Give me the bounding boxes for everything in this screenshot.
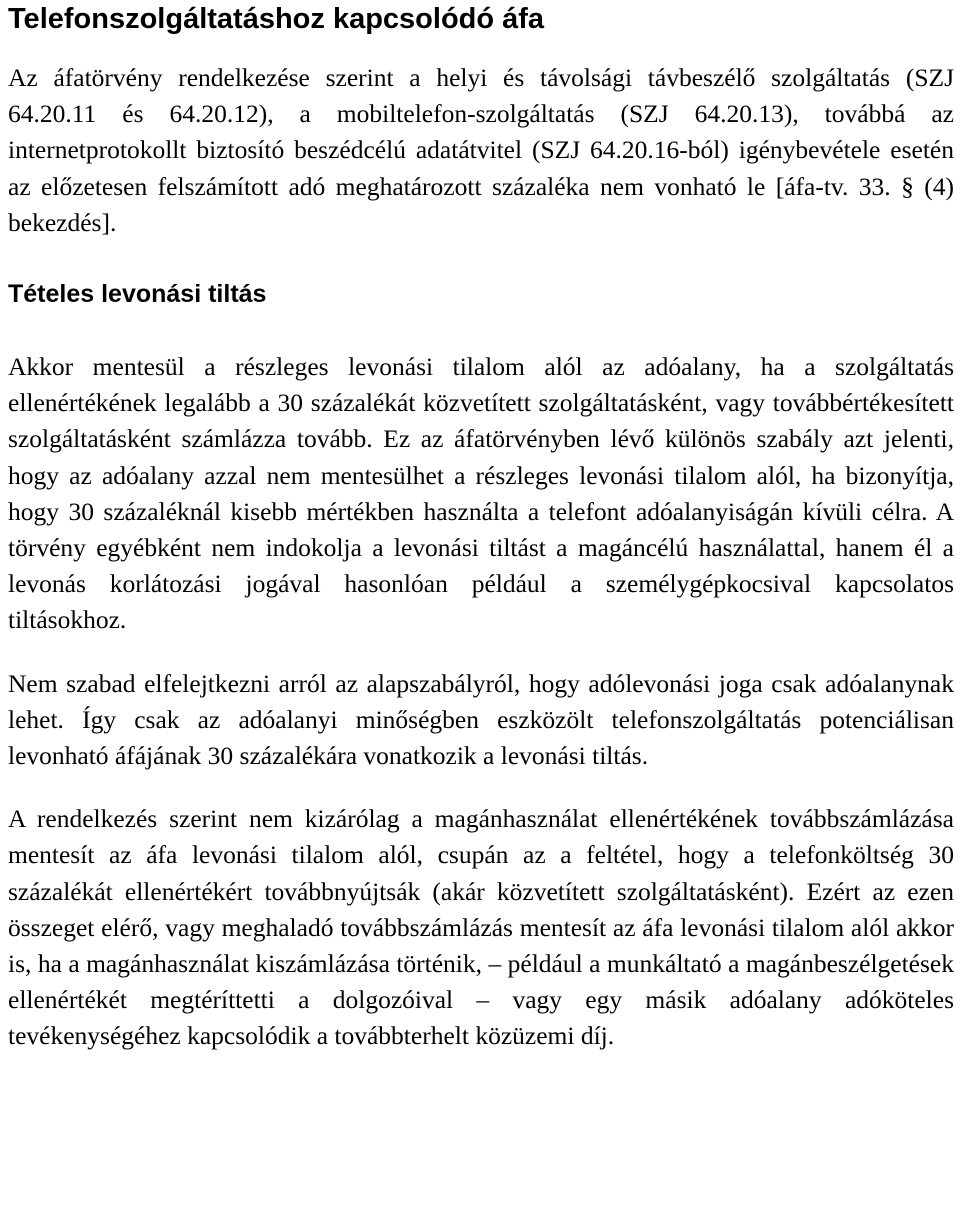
paragraph-basic-rule: Nem szabad elfelejtkezni arról az alapszabályról, hogy adólevonási joga csak adóalanynak lehet. Így csak az adóalanyi minőségben eszközölt telefonszolgáltatás potenciálisan levonható áfájának 30 százalékára vonatkozik a levonási tiltás. xyxy=(8,668,954,771)
paragraph-exemption: Akkor mentesül a részleges levonási tilalom alól az adóalany, ha a szolgáltatás ellenértékének legalább a 30 százalékát közvetített szolgáltatásként, vagy továbbértékesített szolgáltatásként számlázza tovább. Ez az áfatörvényben lévő különös szabály azt jelenti, hogy az adóalany azzal nem mentesülhet a részleges levonási tilalom alól, ha bizonyítja, hogy 30 százaléknál kisebb mértékben használta a telefont adóalanyiságán kívüli célra. A törvény egyébként nem indokolja a levonási tiltást a magáncélú használattal, hanem él a levonás korlátozási jogával hasonlóan például a személygépkocsival kapcsolatos tiltásokhoz. xyxy=(8,352,954,635)
page-title: Telefonszolgáltatáshoz kapcsolódó áfa xyxy=(8,3,545,35)
paragraph-provision: A rendelkezés szerint nem kizárólag a magánhasználat ellenértékének továbbszámlázása mentesít az áfa levonási tilalom alól, csupán az a feltétel, hogy a telefonköltség 30 százalékát ellenértékért továbbnyújtsák (akár közvetített szolgáltatásként). Ezért az ezen összeget elérő, vagy meghaladó továbbszámlázás mentesít az áfa levonási tilalom alól akkor is, ha a magánhasználat kiszámlázása történik, – például a munkáltató a magánbeszélgetések ellenértékét megtéríttetti a dolgozóival – vagy egy másik adóalany adóköteles tevékenységéhez kapcsolódik a továbbterhelt közüzemi díj. xyxy=(8,804,954,1051)
section-heading: Tételes levonási tiltás xyxy=(8,280,267,309)
paragraph-vat-rule: Az áfatörvény rendelkezése szerint a helyi és távolsági távbeszélő szolgáltatás (SZJ 64.20.11 és 64.20.12), a mobiltelefon-szolgáltatás (SZJ 64.20.13), továbbá az internetprotokollt biztosító beszédcélú adatátvitel (SZJ 64.20.16-ból) igénybevétele esetén az előzetesen felszámított adó meghatározott százaléka nem vonható le [áfa-tv. 33. § (4) bekezdés]. xyxy=(8,63,954,237)
